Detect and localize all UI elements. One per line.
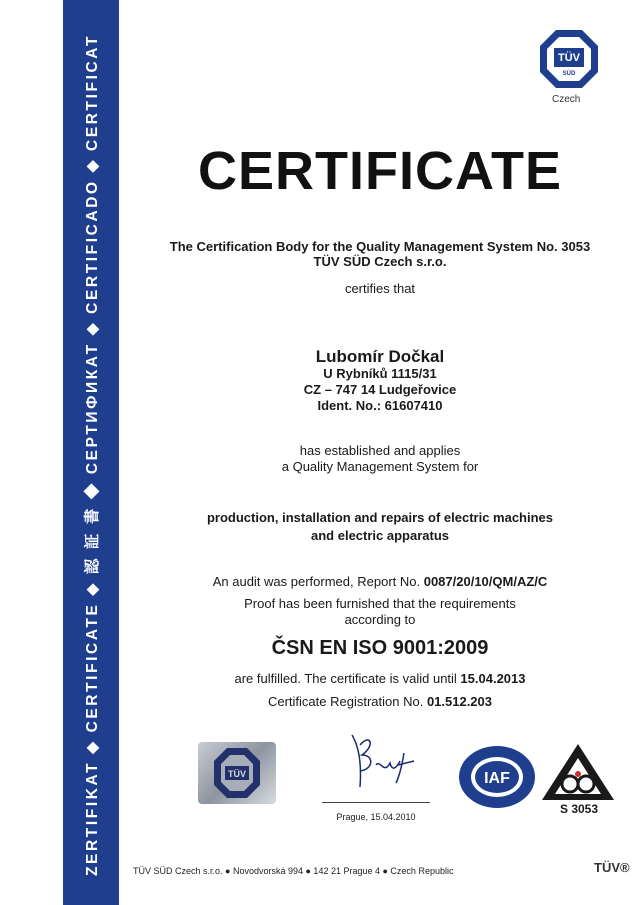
hologram-seal — [198, 742, 276, 804]
audit-report-number: 0087/20/10/QM/AZ/C — [423, 574, 548, 589]
signature-icon — [340, 725, 430, 795]
logo-caption: Czech — [552, 94, 581, 105]
signature-line — [322, 802, 430, 803]
tuv-logo-icon — [538, 28, 600, 90]
iaf-mark-icon — [458, 745, 536, 809]
scope-line-1: production, installation and repairs of electric machines — [206, 510, 554, 525]
proof-line-1: Proof has been furnished that the requirements — [244, 596, 516, 611]
established-line-2: a Quality Management System for — [281, 459, 479, 474]
svg-text:TÜV: TÜV — [558, 52, 580, 64]
audit-prefix: An audit was performed, Report No. — [212, 574, 424, 589]
registration-prefix: Certificate Registration No. — [267, 694, 427, 709]
footer-tuv-logo: TÜV® — [594, 860, 630, 875]
certificate-title: CERTIFICATE — [198, 141, 562, 201]
validity-date: 15.04.2013 — [460, 671, 526, 686]
signature-place-date: Prague, 15.04.2010 — [336, 812, 416, 822]
scope-line-2: and electric apparatus — [311, 528, 449, 543]
certification-body-line: The Certification Body for the Quality Management System No. 3053 — [169, 239, 591, 254]
registration-line — [130, 694, 630, 709]
svg-text:SÜD: SÜD — [562, 71, 576, 77]
certifies-that-text: certifies that — [344, 281, 416, 296]
validity-prefix: are fulfilled. The certificate is valid until — [234, 671, 461, 686]
holder-city: CZ – 747 14 Ludgeřovice — [303, 382, 457, 397]
holder-street: U Rybníků 1115/31 — [323, 366, 437, 381]
validity-line — [130, 671, 630, 686]
proof-line-2: according to — [344, 612, 416, 627]
audit-line — [130, 574, 630, 589]
holder-ident: Ident. No.: 61607410 — [317, 398, 443, 413]
hologram-tuv-icon — [212, 746, 262, 800]
standard-name: ČSN EN ISO 9001:2009 — [271, 637, 489, 659]
sidebar-multilingual-text: ZERTIFIKAT ◆ CERTIFICATE ◆ 認 証 書 ◆ СЕРТИФИКАТ ◆ CERTIFICADO ◆ CERTIFICAT — [84, 33, 101, 877]
svg-text:IAF: IAF — [484, 770, 510, 787]
footer-address: TÜV SÜD Czech s.r.o. ● Novodvorská 994 ● 142 21 Prague 4 ● Czech Republic — [133, 866, 454, 876]
registration-number: 01.512.203 — [426, 694, 493, 709]
established-line-1: has established and applies — [299, 443, 461, 458]
certification-body-name: TÜV SÜD Czech s.r.o. — [313, 254, 447, 269]
holder-name: Lubomír Dočkal — [315, 347, 445, 366]
svg-text:TÜV: TÜV — [228, 769, 246, 779]
s3053-label: S 3053 — [560, 802, 599, 816]
